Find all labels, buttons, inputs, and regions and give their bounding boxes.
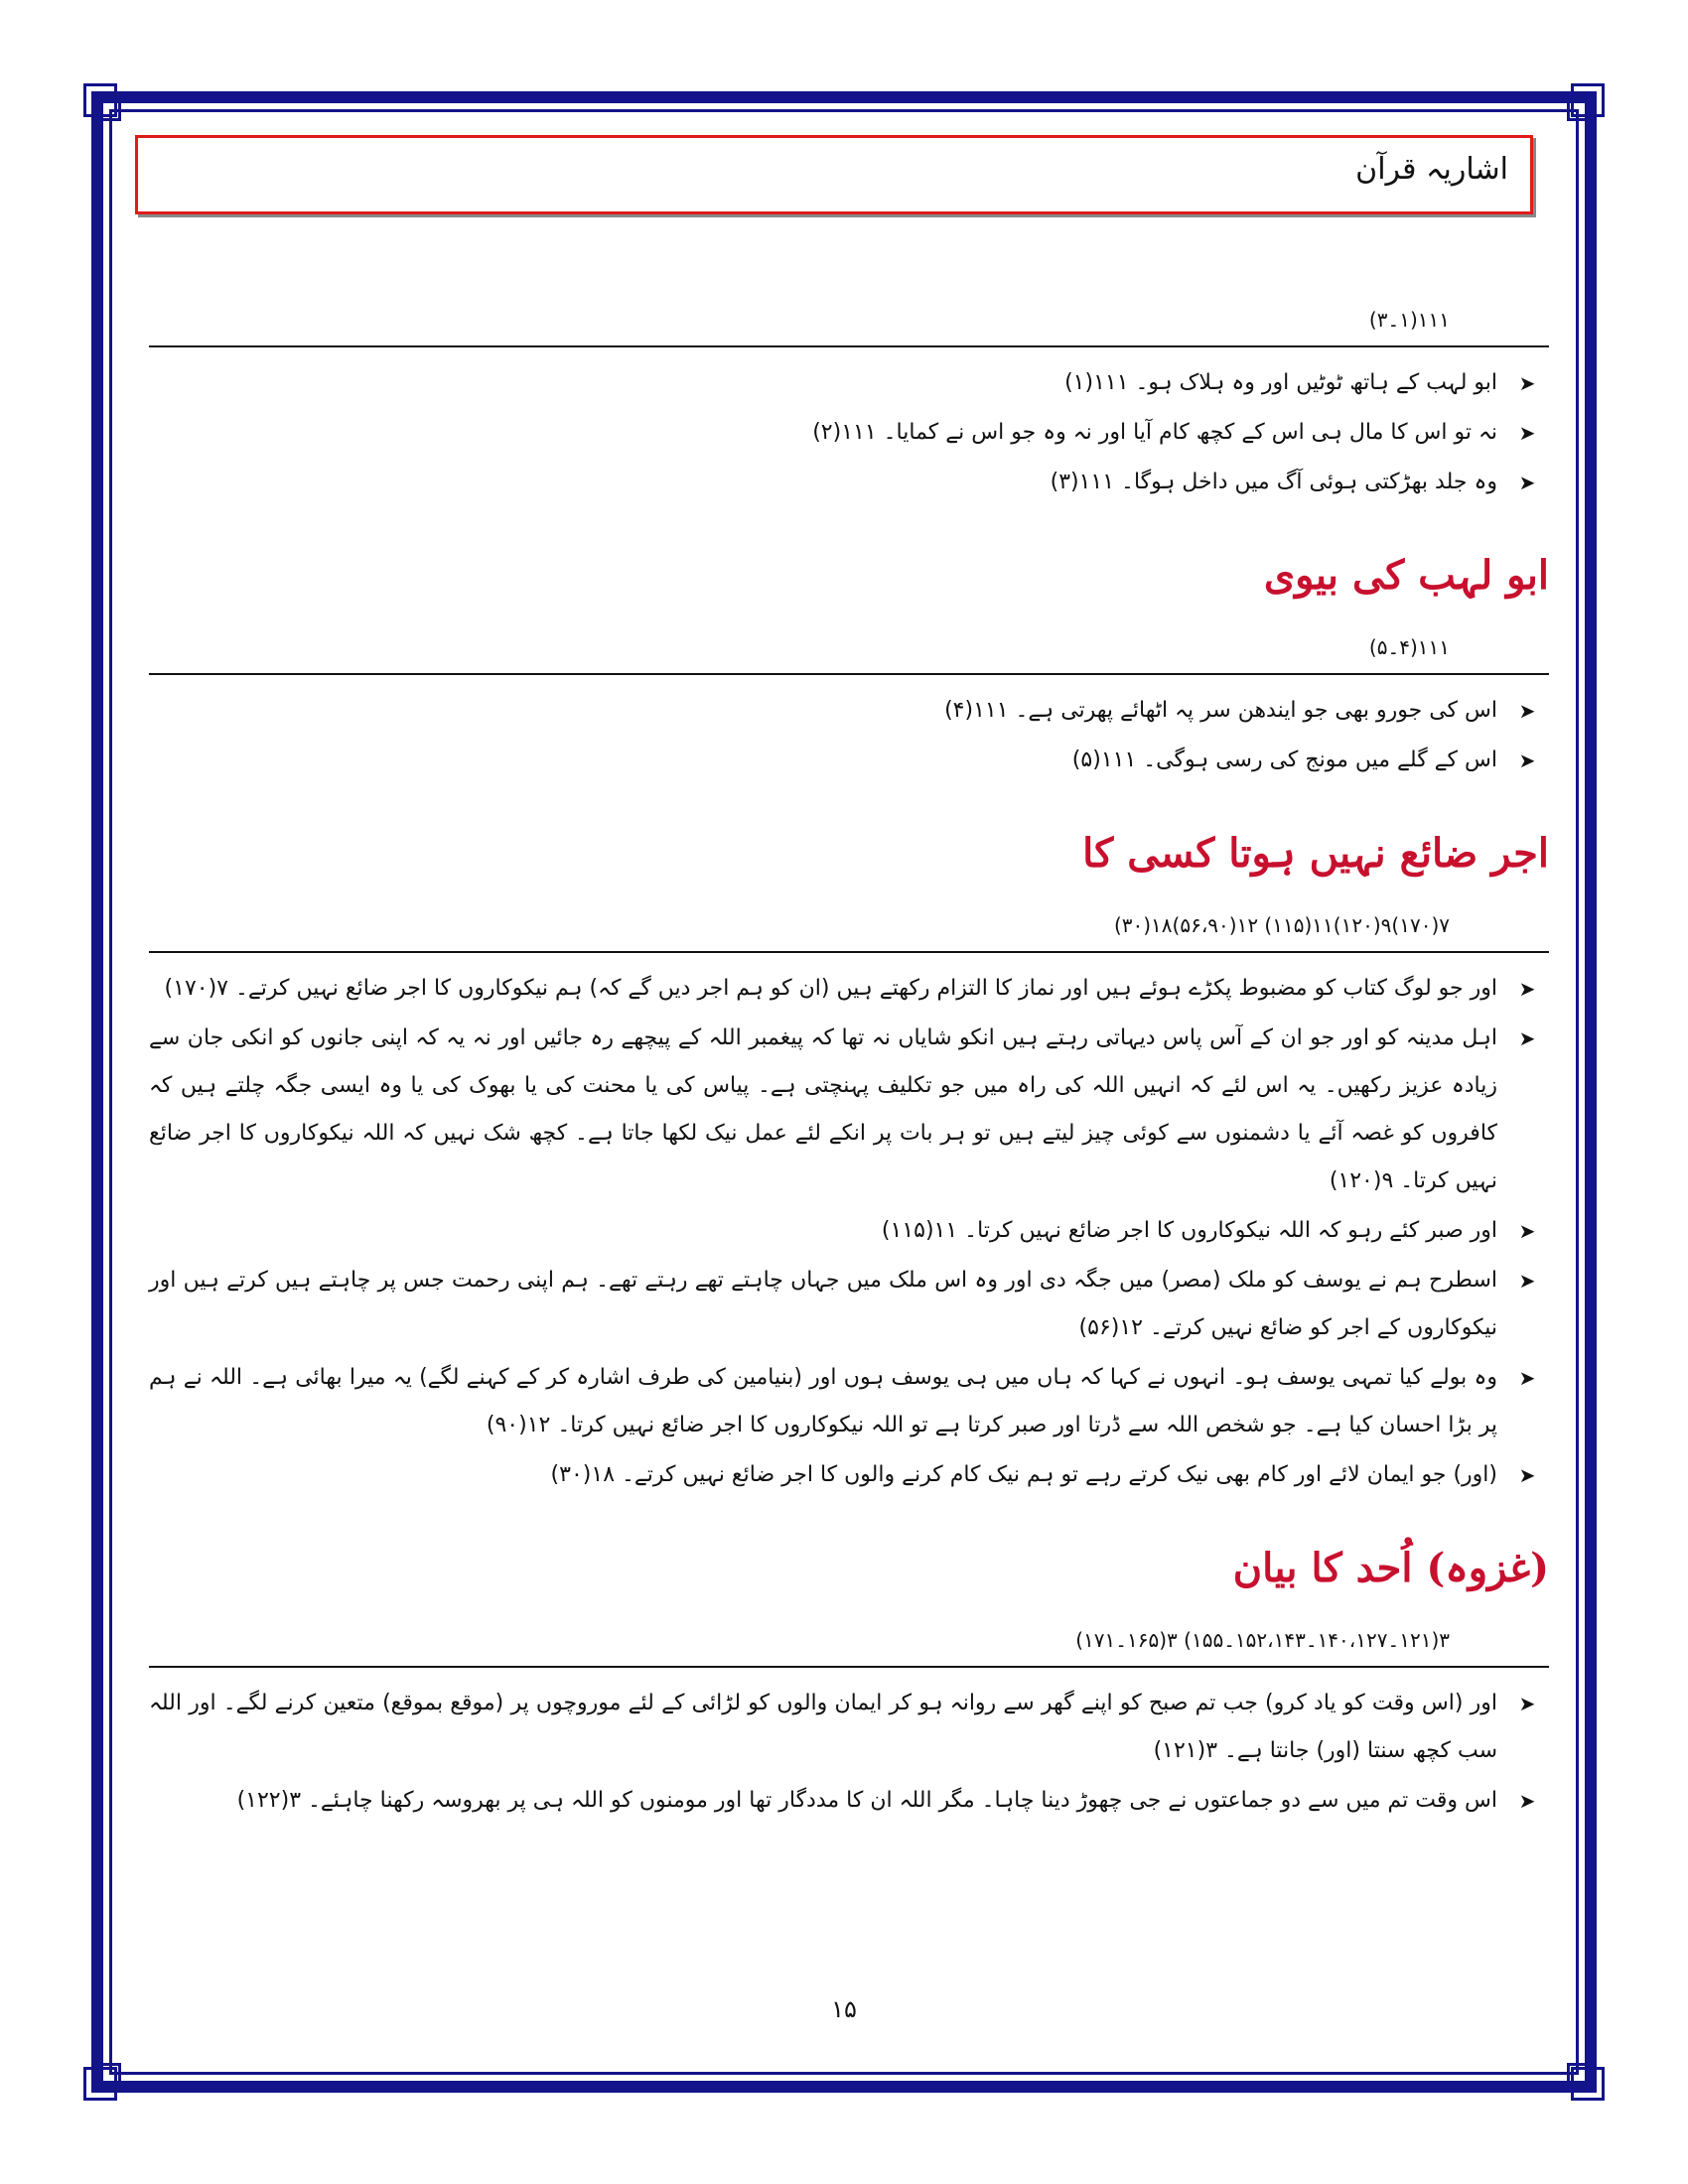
- reference-line: ۱۱۱(۴۔۵): [1368, 635, 1450, 659]
- border-corner: [99, 99, 121, 121]
- list-item-text: اسطرح ہم نے یوسف کو ملک (مصر) میں جگہ دی اور وہ اس ملک میں جہاں چاہتے تھے رہتے تھے۔ ہم اپنی رحمت جس پر چاہتے ہیں کرتے ہیں اور نیکوکاروں کے اجر کو ضائع نہیں کرتے۔ ۱۲(۵۶): [149, 1268, 1497, 1340]
- list-item: [149, 1680, 1549, 1775]
- arrow-bullet-icon: ➤: [1518, 1219, 1536, 1243]
- list-item: [149, 459, 1549, 506]
- list-item: [149, 1207, 1549, 1255]
- list-item: [149, 409, 1549, 457]
- entry-list: [149, 359, 1549, 506]
- arrow-bullet-icon: ➤: [1518, 1026, 1536, 1050]
- reference-line: ۳(۱۲۱۔۱۴۰،۱۲۷۔۱۵۲،۱۴۳۔۱۵۵) ۳(۱۶۵۔۱۷۱): [1075, 1628, 1450, 1652]
- arrow-bullet-icon: ➤: [1518, 1366, 1536, 1390]
- list-item-text: اور جو لوگ کتاب کو مضبوط پکڑے ہوئے ہیں اور نماز کا التزام رکھتے ہیں (ان کو ہم اجر دیں گے کہ) ہم نیکوکاروں کا اجر ضائع نہیں کرتے۔ ۷(۱۷۰): [164, 976, 1497, 1001]
- list-item: [149, 687, 1549, 735]
- reference-line: ۱۱۱(۱۔۳): [1368, 308, 1450, 332]
- entry-list: [149, 965, 1549, 1499]
- list-item: [149, 965, 1549, 1013]
- list-item: [149, 1777, 1549, 1825]
- arrow-bullet-icon: ➤: [1518, 371, 1536, 395]
- section-heading: ابو لہب کی بیوی: [1263, 552, 1549, 599]
- list-item: [149, 1257, 1549, 1352]
- list-item: [149, 737, 1549, 784]
- list-item-text: اس کے گلے میں مونج کی رسی ہوگی۔ ۱۱۱(۵): [1071, 748, 1497, 772]
- border-corner: [1567, 2063, 1589, 2085]
- list-item: [149, 1015, 1549, 1205]
- divider: [149, 673, 1549, 675]
- list-item-text: ابو لہب کے ہاتھ ٹوٹیں اور وہ ہلاک ہو۔ ۱۱۱(۱): [1064, 370, 1497, 395]
- arrow-bullet-icon: ➤: [1518, 1269, 1536, 1293]
- list-item-text: اہل مدینہ کو اور جو ان کے آس پاس دیہاتی رہتے ہیں انکو شایاں نہ تھا کہ پیغمبر اللہ کے پیچھے رہ جائیں اور نہ یہ کہ اپنی جانوں کو انکی جان سے زیادہ عزیز رکھیں۔ یہ اس لئے کہ انہیں اللہ کی راہ میں جو تکلیف پہنچتی ہے۔ پیاس کی یا محنت کی یا بھوک کی یا وہ ایسی جگہ چلتے ہیں کہ کافروں کو غصہ آئے یا دشمنوں سے کوئی چیز لیتے ہیں تو ہر بات پر انکے لئے عمل نیک لکھا جاتا ہے۔ کچھ شک نہیں کہ اللہ نیکوکاروں کا اجر ضائع نہیں کرتا۔ ۹(۱۲۰): [149, 1025, 1497, 1193]
- arrow-bullet-icon: ➤: [1518, 1463, 1536, 1487]
- divider: [149, 1666, 1549, 1668]
- entry-list: [149, 1680, 1549, 1825]
- header-box: [135, 135, 1533, 214]
- arrow-bullet-icon: ➤: [1518, 977, 1536, 1001]
- list-item-text: وہ بولے کیا تمہی یوسف ہو۔ انہوں نے کہا کہ ہاں میں ہی یوسف ہوں اور (بنیامین کی طرف اشارہ کر کے کہنے لگے) یہ میرا بھائی ہے۔ اللہ نے ہم پر بڑا احسان کیا ہے۔ جو شخص اللہ سے ڈرتا اور صبر کرتا ہے تو اللہ نیکوکاروں کا اجر ضائع نہیں کرتا۔ ۱۲(۹۰): [149, 1365, 1497, 1437]
- arrow-bullet-icon: ➤: [1518, 749, 1536, 772]
- arrow-bullet-icon: ➤: [1518, 699, 1536, 723]
- border-corner: [1567, 99, 1589, 121]
- entry-list: [149, 687, 1549, 784]
- border-corner: [99, 2063, 121, 2085]
- list-item: [149, 359, 1549, 407]
- list-item-text: اس کی جورو بھی جو ایندھن سر پہ اٹھائے پھرتی ہے۔ ۱۱۱(۴): [944, 698, 1497, 723]
- arrow-bullet-icon: ➤: [1518, 421, 1536, 445]
- content-area: [149, 298, 1549, 1827]
- list-item-text: اس وقت تم میں سے دو جماعتوں نے جی چھوڑ دینا چاہا۔ مگر اللہ ان کا مددگار تھا اور مومنوں کو اللہ ہی پر بھروسہ رکھنا چاہئے۔ ۳(۱۲۲): [236, 1788, 1497, 1813]
- page-number: ۱۵: [831, 1995, 857, 2023]
- page-title: اشاریہ قرآن: [1355, 152, 1508, 187]
- list-item-text: نہ تو اس کا مال ہی اس کے کچھ کام آیا اور نہ وہ جو اس نے کمایا۔ ۱۱۱(۲): [812, 420, 1497, 445]
- list-item: [149, 1354, 1549, 1449]
- arrow-bullet-icon: ➤: [1518, 471, 1536, 494]
- divider: [149, 345, 1549, 347]
- list-item-text: (اور) جو ایمان لائے اور کام بھی نیک کرتے رہے تو ہم نیک کام کرنے والوں کا اجر ضائع نہیں کرتے۔ ۱۸(۳۰): [550, 1462, 1497, 1487]
- list-item: [149, 1451, 1549, 1499]
- arrow-bullet-icon: ➤: [1518, 1789, 1536, 1813]
- divider: [149, 951, 1549, 953]
- list-item-text: وہ جلد بھڑکتی ہوئی آگ میں داخل ہوگا۔ ۱۱۱(۳): [1050, 470, 1497, 494]
- arrow-bullet-icon: ➤: [1518, 1692, 1536, 1715]
- section-heading: (غزوہ) اُحد کا بیان: [1232, 1545, 1549, 1591]
- list-item-text: اور صبر کئے رہو کہ اللہ نیکوکاروں کا اجر ضائع نہیں کرتا۔ ۱۱(۱۱۵): [881, 1218, 1497, 1243]
- list-item-text: اور (اس وقت کو یاد کرو) جب تم صبح کو اپنے گھر سے روانہ ہو کر ایمان والوں کو لڑائی کے لئے موروچوں پر (موقع بموقع) متعین کرنے لگے۔ اور اللہ سب کچھ سنتا (اور) جانتا ہے۔ ۳(۱۲۱): [149, 1691, 1497, 1763]
- reference-line: ۷(۱۷۰)۹(۱۲۰)۱۱(۱۱۵) ۱۲(۵۶،۹۰)۱۸(۳۰): [1113, 913, 1450, 937]
- section-heading: اجر ضائع نہیں ہوتا کسی کا: [1082, 830, 1549, 877]
